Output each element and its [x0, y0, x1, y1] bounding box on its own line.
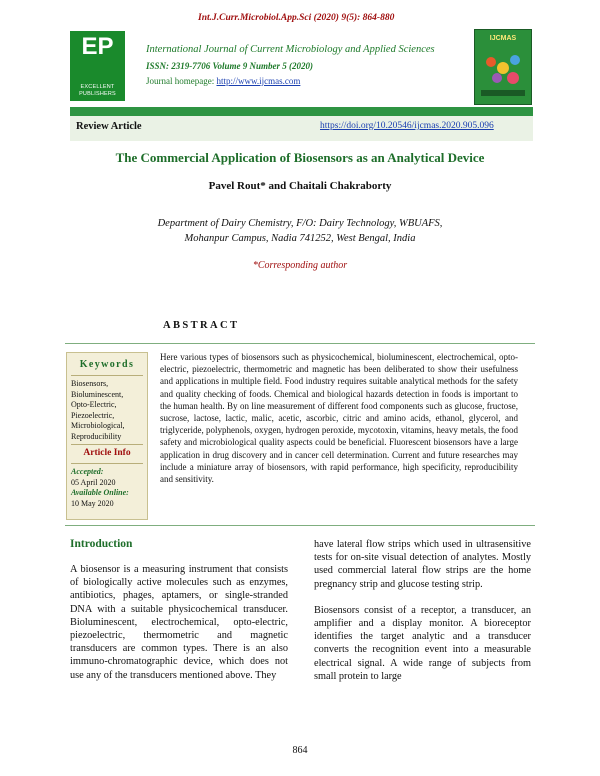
abstract-bottom-divider	[65, 525, 535, 526]
keyword-item: Biosensors,	[71, 379, 109, 388]
keyword-item: Reproducibility	[71, 431, 122, 441]
accepted-label: Accepted:	[71, 467, 104, 476]
keyword-item: Opto-Electric,	[71, 400, 117, 409]
body-paragraph: A biosensor is a measuring instrument that consists of biologically active molecules such as enzymes, antibiotics, phages, aptamers, or single-stranded DNA with a suitable physicochemical transducer. Bioluminescent, electrochemical, opto-electric, piezoelectric, thermometric and magnetic transducers are common types. There is an also immuno-chromatographic device, which does not use any of the transducers mentioned above. They	[70, 564, 288, 681]
body-left-column	[70, 563, 288, 695]
journal-cover-image	[474, 29, 532, 105]
corresponding-author-note: *Corresponding author	[252, 260, 348, 271]
logo-subtext: EXCELLENT PUBLISHERS	[79, 84, 116, 97]
online-date: 10 May 2020	[71, 498, 114, 508]
keyword-item: Bioluminescent,	[71, 389, 124, 399]
keyword-item: Piezoelectric,	[71, 410, 115, 420]
introduction-heading: Introduction	[70, 538, 133, 550]
abstract-divider	[65, 343, 535, 344]
issn-line: ISSN: 2319-7706 Volume 9 Number 5 (2020)	[146, 61, 314, 71]
affiliation-line: Mohanpur Campus, Nadia 741252, West Bengal, India	[184, 233, 416, 244]
journal-name: International Journal of Current Microbiology and Applied Sciences	[146, 44, 435, 55]
journal-citation: Int.J.Curr.Microbiol.App.Sci (2020) 9(5): 864-880	[198, 13, 395, 23]
cover-artwork	[475, 30, 531, 104]
article-authors: Pavel Rout* and Chaitali Chakraborty	[208, 180, 392, 192]
keywords-list	[71, 379, 125, 442]
cover-title: IJCMAS	[489, 35, 517, 42]
keywords-title: Keywords	[79, 359, 135, 370]
journal-homepage	[146, 76, 300, 86]
body-paragraph: have lateral flow strips which used in ultrasensitive tests for on-site visual detection of analytes. Mostly used commercial lateral flow strips are the home pregnancy strip and glucose testing strip.	[314, 539, 531, 590]
article-title: The Commercial Application of Biosensors as an Analytical Device	[115, 150, 485, 165]
accepted-date: 05 April 2020	[71, 477, 116, 487]
doi-link[interactable]: https://doi.org/10.20546/ijcmas.2020.905.096	[320, 121, 494, 131]
page-number: 864	[292, 745, 308, 756]
article-dates	[71, 467, 129, 509]
homepage-link[interactable]: http://www.ijcmas.com	[216, 76, 301, 86]
online-label: Available Online:	[71, 488, 129, 497]
keyword-item: Microbiological,	[71, 421, 125, 430]
abstract-body: Here various types of biosensors such as physicochemical, bioluminescent, electrochemical, opto-electric, piezoelectric, thermometric and magnetic has been deliberated to show their usefulness and applications in multiple field. Food industry requires suitable analytical methods for the safety and quality checking of foods. Chemical and biological hazards detection in foods is important to the human health. By on line measurement of different food components such as glucose, fructose, sucrose, lactose, lactic, malic, acetic, ascorbic, citric and amino acids, ethanol, glycerol, and triglyceride, polyphenols, oxygen, hydrogen peroxide, mycotoxin, vitamins, heavy metals, the food safety and microbiological quality aspects could be beneficial. Fluorescent biosensors have a large application in drug discovery and in cancer cell determination. Current and future researches may include a miniature array of biosensors, with rapid performance, high specificity, reproducibility and sensitivity.	[160, 352, 518, 485]
publisher-logo	[70, 31, 125, 101]
homepage-label: Journal homepage:	[146, 76, 217, 86]
body-right-column	[314, 538, 531, 696]
body-paragraph: Biosensors consist of a receptor, a transducer, an amplifier and a display monitor. A bioreceptor identifies the target analytic and a transducer converts the recognition event into a measurable electrical signal. A wide range of subjects from small protein to large	[314, 604, 531, 682]
logo-letters: EP	[81, 33, 114, 60]
sidebar-divider	[71, 444, 143, 445]
abstract-heading: ABSTRACT	[163, 320, 240, 331]
article-info-title: Article Info	[83, 448, 131, 458]
author-affiliation	[0, 216, 600, 246]
affiliation-line: Department of Dairy Chemistry, F/O: Dairy Technology, WBUAFS,	[157, 218, 443, 229]
article-type: Review Article	[76, 121, 142, 132]
article-info-sidebar	[66, 352, 148, 520]
sidebar-divider	[71, 375, 143, 376]
sidebar-divider	[71, 463, 143, 464]
